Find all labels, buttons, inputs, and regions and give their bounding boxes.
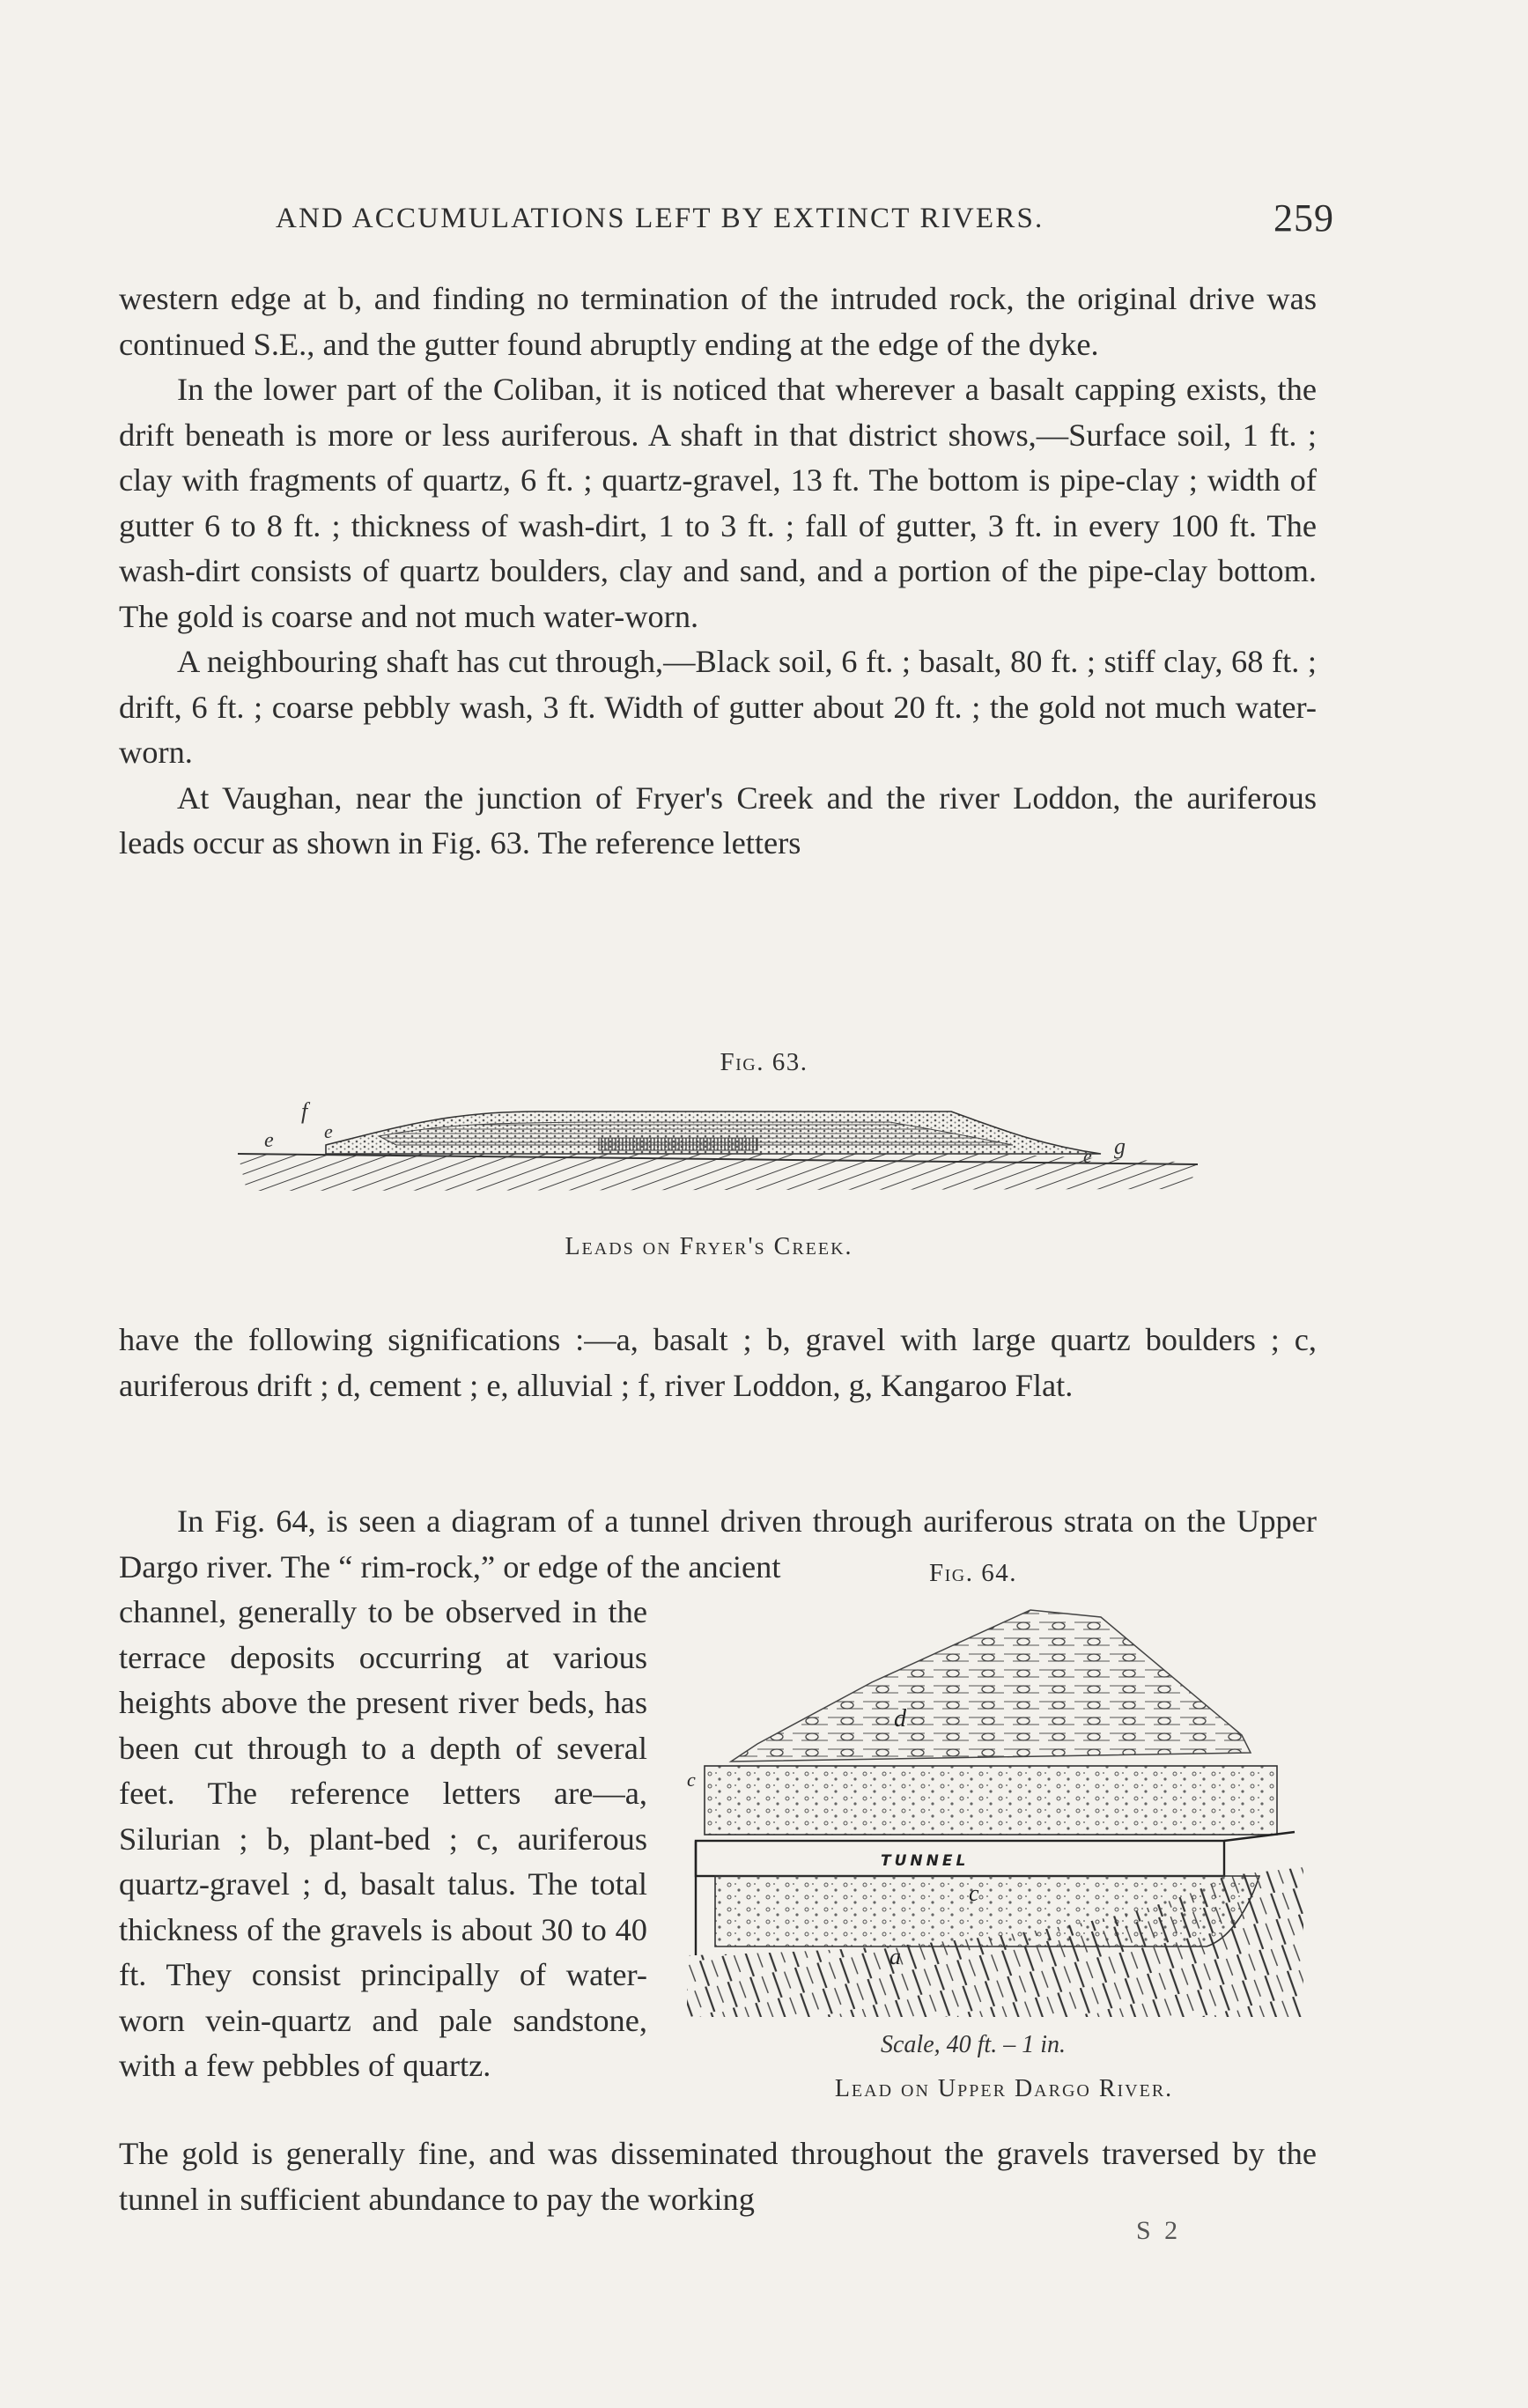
figure-63-caption: Leads on Fryer's Creek. (565, 1233, 853, 1260)
tunnel-label: TUNNEL (881, 1852, 970, 1870)
paragraph-full-lines: In Fig. 64, is seen a diagram of a tunnel driven through auriferous strata on the Upper Dargo river. The “ rim-rock,” or edge of the ancient (119, 1503, 1317, 1584)
fig64-letter: c (687, 1769, 696, 1791)
figure-64-label: Fig. 64. (929, 1559, 1017, 1587)
running-title: AND ACCUMULATIONS LEFT BY EXTINCT RIVERS. (276, 203, 1045, 234)
paragraph: have the following significations :—a, basalt ; b, gravel with large quartz boulders ; c, auriferous drift ; d, cement ; e, alluvial ; f, river Loddon, g, Kangaroo Flat. (119, 1322, 1317, 1403)
fig64-letter: c (969, 1880, 979, 1906)
paragraph: A neighbouring shaft has cut through,—Black soil, 6 ft. ; basalt, 80 ft. ; stiff clay, 68 ft. ; drift, 6 ft. ; coarse pebbly wash, 3 ft. Width of gutter about 20 ft. ; the gold not much water-worn. (119, 644, 1317, 770)
text-block-middle (119, 1318, 1317, 1408)
fig64-letter: a (889, 1944, 901, 1969)
figure-63-diagram (220, 1092, 1207, 1207)
left-column (119, 1590, 647, 2089)
paragraph-left-column: channel, generally to be observed in the terrace deposits occurring at various heights above the present river beds, has been cut through to a depth of several feet. The reference letters are—a, Silurian ; b, plant-bed ; c, auriferous quartz-gravel ; d, basalt talus. The total thickness of the gravels is about 30 to 40 ft. They consist principally of water-worn vein-quartz and pale sandstone, with a few pebbles of quartz. (119, 1594, 647, 2083)
fig63-letter: g (1114, 1134, 1126, 1159)
fig63-letter: e (324, 1120, 333, 1142)
cement-band (599, 1138, 757, 1150)
figure-64-caption: Lead on Upper Dargo River. (834, 2075, 1174, 2102)
figure-63-label: Fig. 63. (720, 1048, 808, 1076)
gravel-bed-upper (705, 1766, 1277, 1835)
running-head (119, 196, 1334, 248)
paragraph: The gold is generally fine, and was disseminated throughout the gravels traversed by the tunnel in sufficient abundance to pay the working (119, 2136, 1317, 2217)
scale-label: Scale, 40 ft. – 1 in. (881, 2031, 1066, 2058)
text-block-top (119, 277, 1317, 867)
fig63-letter: e (1083, 1145, 1092, 1167)
fig63-letter: e (264, 1129, 274, 1152)
text-block-bottom (119, 2131, 1317, 2222)
fig63-letter: f (301, 1098, 308, 1124)
figure-64-diagram (687, 1585, 1321, 2070)
paragraph: At Vaughan, near the junction of Fryer's Creek and the river Loddon, the auriferous leads occur as shown in Fig. 63. The reference letters (119, 779, 1317, 861)
fig64-letter: d (894, 1705, 906, 1732)
basalt-talus (731, 1610, 1251, 1762)
paragraph: In the lower part of the Coliban, it is noticed that wherever a basalt capping exists, the drift beneath is more or less auriferous. A shaft in that district shows,—Surface soil, 1 ft. ; clay with fragments of quartz, 6 ft. ; quartz-gravel, 13 ft. The bottom is pipe-clay ; width of gutter 6 to 8 ft. ; thickness of wash-dirt, 1 to 3 ft. ; fall of gutter, 3 ft. in every 100 ft. The wash-dirt consists of quartz boulders, clay and sand, and a portion of the pipe-clay bottom. The gold is coarse and not much water-worn. (119, 372, 1317, 634)
paragraph: western edge at b, and finding no termination of the intruded rock, the original drive was continued S.E., and the gutter found abruptly ending at the edge of the dyke. (119, 281, 1317, 362)
page-number: 259 (1273, 196, 1334, 240)
signature-mark: S 2 (1136, 2216, 1182, 2245)
